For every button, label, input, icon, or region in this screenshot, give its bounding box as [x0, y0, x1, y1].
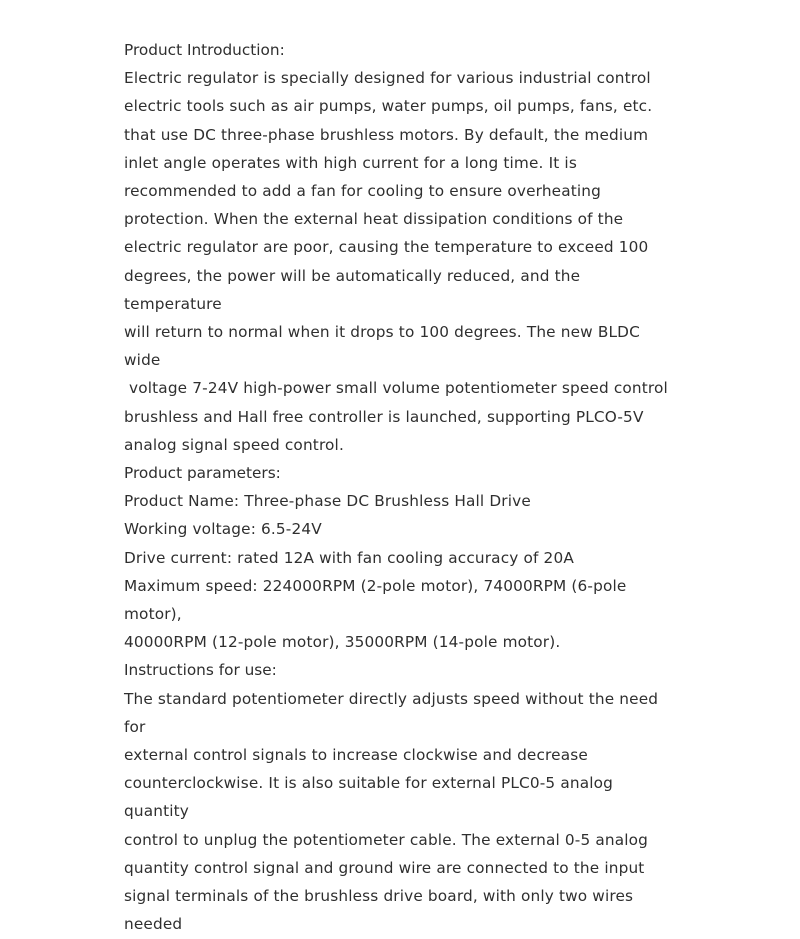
text-line: 40000RPM (12-pole motor), 35000RPM (14-pole motor).: [124, 633, 561, 652]
text-line: inlet angle operates with high current for a long time. It is: [124, 153, 577, 172]
text-line: protection. When the external heat dissipation conditions of the: [124, 210, 624, 229]
text-line: The standard potentiometer directly adjusts speed without the need for: [124, 689, 664, 736]
section-heading: Product Introduction:: [124, 41, 285, 59]
section-instructions-for-use: [124, 656, 680, 938]
text-line: brushless and Hall free controller is launched, supporting PLCO-5V: [124, 407, 644, 426]
section-heading: Product parameters:: [124, 464, 281, 483]
text-line: Electric regulator is specially designed for various industrial control: [124, 69, 651, 88]
text-line: counterclockwise. It is also suitable for external PLC0-5 analog quantity: [124, 774, 619, 821]
document-body: [124, 36, 680, 939]
text-line: electric tools such as air pumps, water pumps, oil pumps, fans, etc.: [124, 97, 653, 116]
text-line: analog signal speed control.: [124, 435, 344, 454]
section-product-parameters: [124, 459, 680, 656]
text-line: quantity control signal and ground wire are connected to the input: [124, 858, 645, 877]
text-line: degrees, the power will be automatically reduced, and the temperature: [124, 266, 586, 313]
text-line: Maximum speed: 224000RPM (2-pole motor), 74000RPM (6-pole motor),: [124, 576, 632, 624]
text-line: signal terminals of the brushless drive board, with only two wires needed: [124, 887, 639, 934]
text-line: voltage 7-24V high-power small volume potentiometer speed control: [124, 379, 668, 398]
section-product-introduction: [124, 36, 680, 459]
text-line: external control signals to increase clockwise and decrease: [124, 746, 588, 765]
text-line: Drive current: rated 12A with fan cooling accuracy of 20A: [124, 548, 574, 567]
text-line: recommended to add a fan for cooling to ensure overheating: [124, 182, 602, 201]
text-line: Product Name: Three-phase DC Brushless Hall Drive: [124, 492, 531, 511]
section-heading: Instructions for use:: [124, 661, 277, 680]
text-line: Working voltage: 6.5-24V: [124, 520, 322, 539]
text-line: that use DC three-phase brushless motors. By default, the medium: [124, 125, 649, 144]
text-line: will return to normal when it drops to 100 degrees. The new BLDC wide: [124, 323, 645, 370]
text-line: control to unplug the potentiometer cable. The external 0-5 analog: [124, 830, 649, 849]
text-line: electric regulator are poor, causing the temperature to exceed 100: [124, 238, 649, 257]
